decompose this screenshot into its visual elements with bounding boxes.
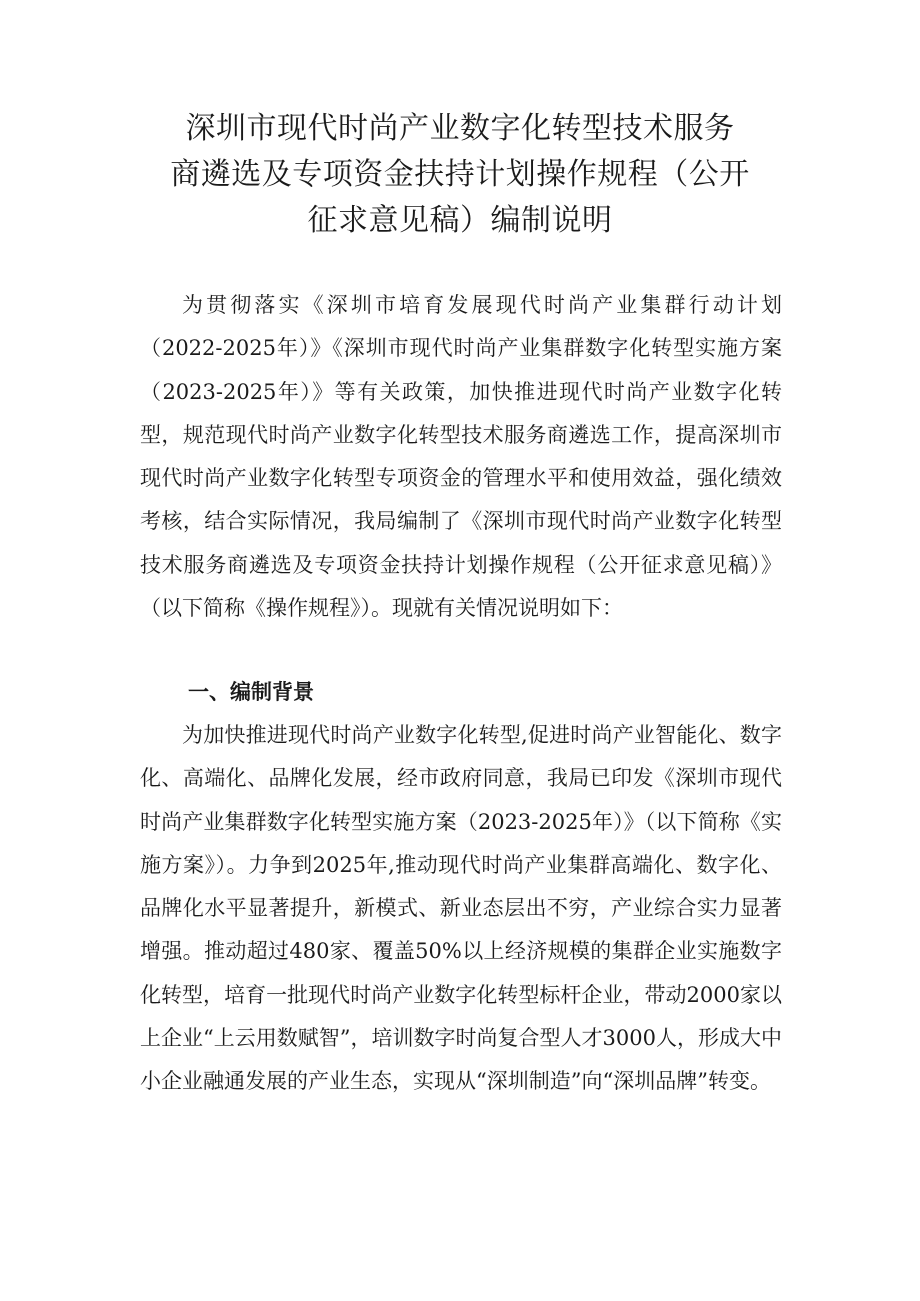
document-title: [140, 106, 780, 244]
title-line-3: 征求意见稿）编制说明: [307, 203, 613, 238]
intro-paragraph: 为贯彻落实《深圳市培育发展现代时尚产业集群行动计划（2022-2025年）》《深圳市现代时尚产业集群数字化转型实施方案（2023-2025年）》等有关政策，加快推进现代时尚产业数字化转型，规范现代时尚产业数字化转型技术服务商遴选工作，提高深圳市现代时尚产业数字化转型专项资金的管理水平和使用效益，强化绩效考核，结合实际情况，我局编制了《深圳市现代时尚产业数字化转型技术服务商遴选及专项资金扶持计划操作规程（公开征求意见稿）》（以下简称《操作规程》）。现就有关情况说明如下：: [140, 293, 782, 621]
title-line-1: 深圳市现代时尚产业数字化转型技术服务: [185, 111, 735, 146]
section-background-paragraph: 为加快推进现代时尚产业数字化转型,促进时尚产业智能化、数字化、高端化、品牌化发展，经市政府同意，我局已印发《深圳市现代时尚产业集群数字化转型实施方案（2023-2025年）》（以下简称《实施方案》）。力争到2025年,推动现代时尚产业集群高端化、数字化、品牌化水平显著提升，新模式、新业态层出不穷，产业综合实力显著增强。推动超过480家、覆盖50%以上经济规模的集群企业实施数字化转型，培育一批现代时尚产业数字化转型标杆企业，带动2000家以上企业“上云用数赋智”，培训数字时尚复合型人才3000人，形成大中小企业融通发展的产业生态，实现从“深圳制造”向“深圳品牌”转变。: [140, 723, 782, 1094]
section-heading-background: 一、编制背景: [188, 680, 314, 704]
title-line-2: 商遴选及专项资金扶持计划操作规程（公开: [170, 157, 750, 192]
